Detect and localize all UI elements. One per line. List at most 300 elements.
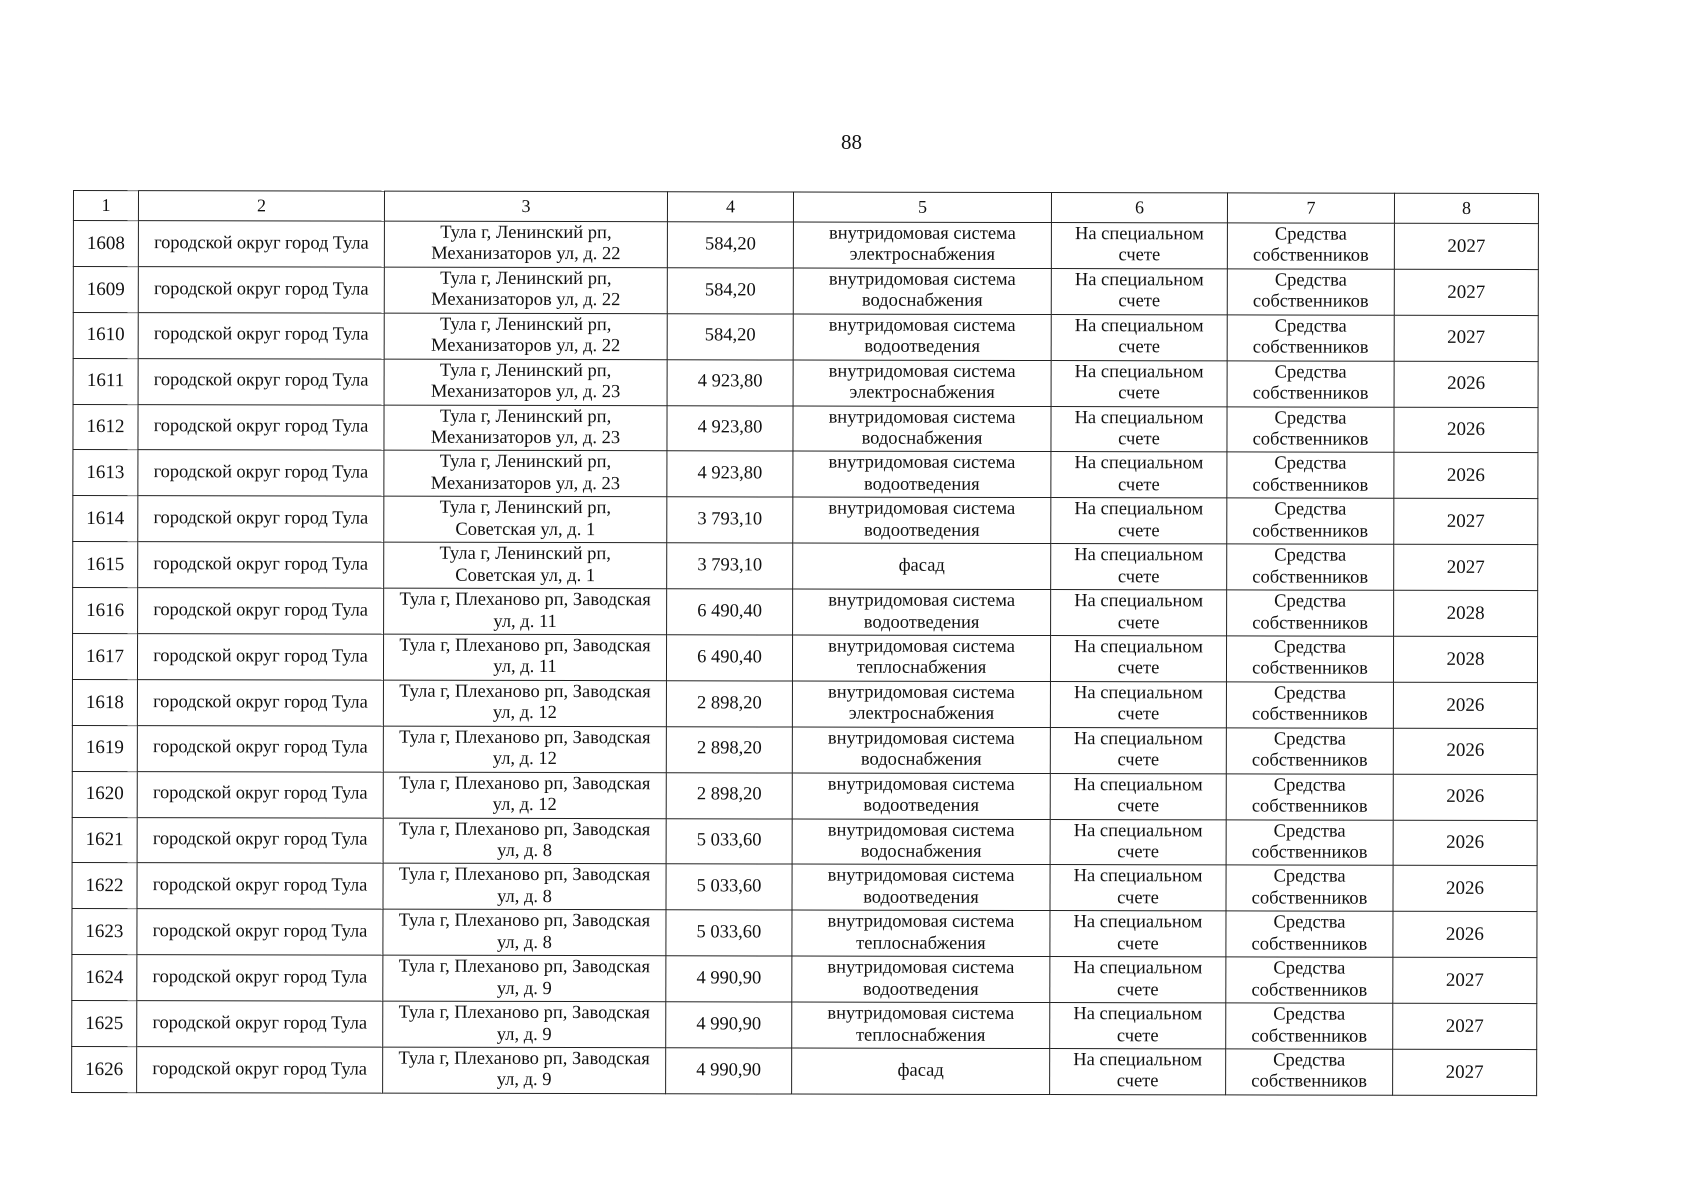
system-text-line: водоотведения [862,979,979,1000]
column-header: 2 [138,191,384,222]
area-cell: 2 898,20 [666,772,792,818]
address-text-line: ул, д. 8 [496,932,552,953]
account-text-line: На специальном [1074,591,1204,612]
account-cell [1050,911,1226,957]
system-text-line: водоснабжения [860,749,982,771]
account-text-line: На специальном [1074,224,1204,245]
row-number-cell: 1610 [73,312,138,358]
funding-source-cell [1226,1003,1393,1049]
account-text-line: На специальном [1073,820,1203,841]
account-text-line: счете [1118,291,1161,312]
account-cell [1050,636,1226,682]
system-text-line: внутридомовая система [827,1003,1015,1025]
column-header: 7 [1227,193,1394,223]
row-number-cell: 1623 [72,909,137,955]
funding-source-text-line: Средства [1274,591,1347,612]
table-row [72,634,1537,683]
funding-source-text-line: Средства [1274,637,1347,658]
account-text-line: На специальном [1074,315,1204,337]
address-cell [383,1047,666,1093]
row-number-cell: 1621 [72,817,137,863]
funding-source-text-line: Средства [1273,821,1346,842]
system-text-line: водоснабжения [861,428,983,449]
funding-source-cell [1227,406,1394,452]
funding-source-text-line: собственников [1251,842,1368,863]
table-row [73,542,1538,591]
funding-source-cell [1227,223,1394,269]
account-cell [1050,1049,1226,1095]
system-text-line: внутридомовая система [828,452,1016,474]
area-cell: 4 990,90 [666,1002,792,1048]
area-cell: 4 923,80 [667,359,793,405]
area-cell: 2 898,20 [666,681,792,727]
area-cell: 584,20 [667,222,793,268]
table-row [72,725,1537,774]
system-cell [792,819,1050,865]
year-cell: 2028 [1394,590,1538,636]
funding-source-text-line: собственников [1251,796,1368,817]
system-text-line: водоотведения [863,795,980,817]
funding-source-cell [1226,774,1393,820]
address-text-line: Тула г, Плеханово рп, Заводская [398,1002,650,1024]
year-cell: 2027 [1394,499,1538,545]
funding-source-cell [1226,865,1393,911]
funding-source-text-line: собственников [1251,934,1368,955]
address-cell [384,267,667,313]
municipality-cell: городской округ город Тула [138,450,384,496]
year-cell: 2027 [1393,958,1537,1004]
address-text-line: Тула г, Ленинский рп, [439,406,612,427]
system-text-line: электроснабжения [849,245,996,266]
system-cell [793,451,1051,497]
funding-source-cell [1226,819,1393,865]
address-cell [383,864,666,910]
system-text-line: электроснабжения [848,703,995,725]
account-cell [1051,360,1227,406]
system-text-line: электроснабжения [849,382,995,404]
address-cell [384,542,667,588]
account-text-line: счете [1118,475,1160,496]
account-text-line: На специальном [1074,499,1204,520]
system-text-line: теплоснабжения [856,933,986,954]
funding-source-text-line: Средства [1274,224,1347,245]
funding-source-text-line: собственников [1252,291,1369,313]
system-cell [792,773,1050,819]
municipality-cell: городской округ город Тула [138,358,384,404]
funding-source-text-line: собственников [1252,475,1369,496]
account-cell [1050,865,1226,911]
address-cell [384,496,667,542]
area-cell: 4 923,80 [667,405,793,451]
funding-source-text-line: Средства [1274,453,1347,475]
system-text-line: внутридомовая система [828,636,1016,657]
address-text-line: Советская ул, д. 1 [455,519,596,540]
municipality-cell: городской округ город Тула [138,312,384,358]
municipality-cell: городской округ город Тула [138,542,384,588]
row-number-cell: 1609 [73,266,138,312]
address-text-line: Механизаторов ул, д. 22 [431,335,621,357]
account-cell [1051,314,1227,360]
address-cell [383,1001,666,1047]
row-number-cell: 1620 [72,771,137,817]
address-text-line: ул, д. 8 [497,886,552,907]
area-cell: 4 990,90 [666,1048,792,1094]
address-text-line: Тула г, Ленинский рп, [439,543,611,565]
account-text-line: На специальном [1074,269,1204,291]
system-cell [792,635,1050,681]
system-text-line: внутридомовая система [828,361,1016,382]
address-text-line: Тула г, Плеханово рп, Заводская [398,865,651,886]
account-text-line: счете [1117,796,1160,817]
row-number-cell: 1617 [72,634,137,680]
municipality-cell: городской округ город Тула [137,634,383,680]
municipality-cell: городской округ город Тула [137,909,383,955]
system-text-line: водоотведения [864,336,980,358]
account-text-line: счете [1118,337,1161,358]
row-number-cell: 1614 [73,496,138,542]
table-row [73,312,1538,361]
account-cell [1050,727,1226,773]
account-cell [1050,957,1226,1003]
address-cell [384,405,667,451]
row-number-cell: 1622 [72,863,137,909]
address-text-line: Тула г, Плеханово рп, Заводская [399,589,651,611]
address-text-line: Тула г, Плеханово рп, Заводская [399,773,651,794]
funding-source-text-line: Средства [1274,408,1347,429]
year-cell: 2026 [1393,866,1537,912]
system-text-line: внутридомовая система [827,820,1015,841]
system-text-line: внутридомовая система [828,223,1016,244]
municipality-cell: городской округ город Тула [137,1047,383,1093]
account-text-line: На специальном [1073,682,1203,704]
row-number-cell: 1626 [72,1047,137,1093]
funding-source-cell [1227,498,1394,544]
system-text-line: водоснабжения [860,841,982,862]
address-text-line: Механизаторов ул, д. 23 [430,473,621,495]
system-cell [792,864,1050,910]
table-row [73,266,1538,315]
address-text-line: Механизаторов ул, д. 22 [431,290,621,311]
funding-source-text-line: Средства [1274,270,1347,291]
table-row [72,863,1537,912]
funding-source-cell [1226,636,1393,682]
row-number-cell: 1625 [72,1001,137,1047]
funding-source-cell [1226,957,1393,1003]
address-text-line: Тула г, Плеханово рп, Заводская [399,635,651,657]
account-cell [1051,590,1227,636]
municipality-cell: городской округ город Тула [137,1001,383,1047]
account-text-line: счете [1117,612,1160,633]
row-number-cell: 1612 [73,404,138,450]
municipality-cell: городской округ город Тула [138,221,384,267]
table-container [71,190,1539,1096]
account-cell [1051,268,1227,314]
funding-source-cell [1227,361,1394,407]
address-text-line: ул, д. 12 [492,749,557,770]
address-cell [383,818,666,864]
system-text-line: теплоснабжения [856,658,987,679]
municipality-cell: городской округ город Тула [138,404,384,450]
account-text-line: счете [1117,750,1160,771]
funding-source-cell [1226,1049,1393,1095]
account-text-line: счете [1117,704,1160,725]
column-header: 6 [1051,193,1227,223]
year-cell: 2026 [1393,774,1537,820]
system-cell [793,543,1051,589]
address-text-line: Тула г, Плеханово рп, Заводская [398,956,651,978]
funding-source-text-line: Средства [1273,958,1346,979]
account-text-line: На специальном [1073,774,1203,795]
system-text-line: внутридомовая система [828,590,1016,612]
system-text-line: внутридомовая система [828,269,1016,290]
year-cell: 2027 [1394,223,1538,269]
system-text-line: внутридомовая система [828,315,1016,336]
account-text-line: счете [1118,429,1160,450]
system-text-line: водоотведения [863,612,980,633]
funding-source-text-line: собственников [1252,383,1369,404]
column-header: 1 [73,191,138,221]
system-cell [793,360,1051,406]
funding-source-cell [1227,269,1394,315]
funding-source-cell [1226,682,1393,728]
address-cell [383,680,666,726]
address-text-line: ул, д. 8 [497,840,553,862]
account-text-line: счете [1117,520,1160,542]
column-header: 5 [793,192,1051,223]
account-text-line: На специальном [1073,728,1203,750]
year-cell: 2027 [1394,315,1538,361]
account-text-line: счете [1117,658,1160,679]
row-number-cell: 1624 [72,955,137,1001]
municipality-cell: городской округ город Тула [137,817,383,863]
address-text-line: Тула г, Плеханово рп, Заводская [399,681,651,703]
funding-source-text-line: собственников [1252,245,1369,267]
row-number-cell: 1615 [73,542,138,588]
system-cell [793,589,1051,635]
system-text-line: водоотведения [863,887,979,908]
address-text-line: Тула г, Плеханово рп, Заводская [398,1048,650,1070]
funding-source-text-line: собственников [1252,521,1369,542]
funding-source-text-line: собственников [1252,613,1368,634]
funding-source-text-line: Средства [1273,775,1346,796]
system-cell [793,268,1051,314]
municipality-cell: городской округ город Тула [137,725,383,771]
area-cell: 4 923,80 [667,451,793,497]
municipality-cell: городской округ город Тула [137,863,383,909]
funding-source-text-line: собственников [1252,429,1369,450]
table-row [73,358,1538,407]
year-cell: 2027 [1394,545,1538,591]
table-row [73,404,1538,453]
municipality-cell: городской округ город Тула [137,955,383,1001]
row-number-cell: 1619 [72,725,137,771]
table-row [73,496,1538,545]
funding-source-cell [1227,315,1394,361]
table-header-row [73,191,1538,224]
system-text-line: внутридомовая система [828,407,1016,428]
address-text-line: Тула г, Ленинский рп, [439,360,612,381]
address-cell [384,451,667,497]
address-text-line: ул, д. 11 [493,611,557,632]
address-text-line: Тула г, Ленинский рп, [440,268,612,289]
system-text-line: внутридомовая система [827,682,1015,703]
funding-source-text-line: Средства [1274,362,1347,383]
year-cell: 2026 [1393,820,1537,866]
address-text-line: ул, д. 9 [496,1070,552,1091]
address-text-line: Тула г, Ленинский рп, [440,222,612,244]
funding-source-text-line: собственников [1252,567,1369,588]
account-text-line: На специальном [1073,1050,1203,1071]
account-text-line: счете [1117,842,1159,863]
account-cell [1050,681,1226,727]
system-text-line: внутридомовая система [827,865,1015,887]
row-number-cell: 1616 [73,588,138,634]
system-text-line: внутридомовая система [827,957,1015,979]
funding-source-text-line: собственников [1251,750,1368,771]
account-text-line: счете [1116,979,1159,1000]
address-text-line: Тула г, Плеханово рп, Заводская [398,819,651,840]
address-text-line: ул, д. 9 [496,978,552,999]
row-number-cell: 1608 [73,221,138,267]
funding-source-cell [1227,544,1394,590]
address-text-line: Тула г, Ленинский рп, [440,314,612,335]
account-text-line: На специальном [1074,453,1204,474]
account-cell [1051,452,1227,498]
funding-source-cell [1226,728,1393,774]
system-text-line: фасад [897,1060,944,1081]
funding-source-text-line: Средства [1273,866,1346,888]
funding-source-cell [1227,590,1394,636]
address-text-line: ул, д. 12 [492,795,557,816]
system-cell [792,1048,1050,1094]
system-text-line: внутридомовая система [828,498,1016,520]
address-cell [383,955,666,1001]
address-cell [384,359,667,405]
funding-source-text-line: Средства [1273,729,1346,750]
account-text-line: счете [1118,245,1161,266]
address-text-line: Механизаторов ул, д. 23 [430,427,621,449]
year-cell: 2026 [1393,682,1537,728]
account-text-line: счете [1117,566,1160,587]
account-text-line: На специальном [1073,958,1203,979]
system-cell [792,681,1050,727]
year-cell: 2027 [1393,1049,1537,1095]
system-text-line: фасад [898,555,945,576]
system-cell [792,1002,1050,1048]
year-cell: 2026 [1394,361,1538,407]
area-cell: 584,20 [667,268,793,314]
funding-source-text-line: Средства [1274,545,1347,566]
page-number: 88 [841,130,862,154]
account-cell [1050,773,1226,819]
funding-source-text-line: собственников [1251,980,1368,1001]
address-text-line: Механизаторов ул, д. 22 [431,244,621,265]
system-text-line: внутридомовая система [827,911,1015,933]
table-row [72,771,1537,820]
funding-source-text-line: Средства [1273,1004,1346,1025]
table-row [73,450,1538,499]
area-cell: 3 793,10 [667,497,793,543]
address-cell [383,634,666,680]
year-cell: 2026 [1393,912,1537,958]
account-text-line: счете [1118,383,1160,404]
funding-source-text-line: собственников [1251,1071,1368,1093]
repair-schedule-table [71,190,1539,1096]
funding-source-text-line: собственников [1252,704,1368,726]
account-cell [1050,819,1226,865]
system-cell [792,910,1050,956]
table-row [72,817,1537,866]
area-cell: 4 990,90 [666,956,792,1002]
year-cell: 2027 [1393,1003,1537,1049]
funding-source-cell [1227,452,1394,498]
account-text-line: счете [1117,888,1159,909]
year-cell: 2028 [1393,636,1537,682]
year-cell: 2027 [1394,269,1538,315]
address-cell [384,221,667,267]
table-row [73,588,1538,637]
system-cell [792,956,1050,1002]
account-text-line: На специальном [1074,407,1204,428]
system-cell [792,727,1050,773]
year-cell: 2026 [1394,407,1538,453]
system-cell [793,314,1051,360]
account-text-line: счете [1116,1025,1159,1046]
area-cell: 5 033,60 [666,910,792,956]
address-text-line: Тула г, Плеханово рп, Заводская [399,727,651,748]
row-number-cell: 1611 [73,358,138,404]
account-text-line: На специальном [1073,866,1203,887]
system-text-line: внутридомовая система [827,774,1015,795]
column-header: 8 [1394,193,1538,223]
address-cell [384,588,667,634]
funding-source-text-line: Средства [1273,683,1346,704]
account-cell [1051,544,1227,590]
account-cell [1051,498,1227,544]
municipality-cell: городской округ город Тула [138,588,384,634]
system-cell [793,406,1051,452]
account-text-line: счете [1116,1071,1159,1092]
year-cell: 2026 [1393,728,1537,774]
system-text-line: водоотведения [864,474,980,495]
account-text-line: На специальном [1073,912,1203,933]
address-cell [384,313,667,359]
address-cell [383,726,666,772]
municipality-cell: городской округ город Тула [138,267,384,313]
area-cell: 2 898,20 [666,727,792,773]
funding-source-text-line: собственников [1252,337,1369,358]
column-header: 3 [384,191,667,222]
table-body [72,221,1539,1096]
funding-source-text-line: Средства [1273,912,1346,933]
account-cell [1051,223,1227,269]
funding-source-text-line: собственников [1251,888,1368,909]
area-cell: 3 793,10 [667,543,793,589]
funding-source-cell [1226,911,1393,957]
row-number-cell: 1618 [72,679,137,725]
account-text-line: счете [1117,933,1159,955]
table-row [72,909,1537,958]
municipality-cell: городской округ город Тула [137,680,383,726]
table-row [72,1001,1537,1050]
address-text-line: Тула г, Ленинский рп, [439,498,612,519]
municipality-cell: городской округ город Тула [138,496,384,542]
system-cell [793,497,1051,543]
area-cell: 584,20 [667,314,793,360]
account-cell [1051,406,1227,452]
system-text-line: внутридомовая система [827,728,1015,749]
account-text-line: На специальном [1074,545,1204,566]
